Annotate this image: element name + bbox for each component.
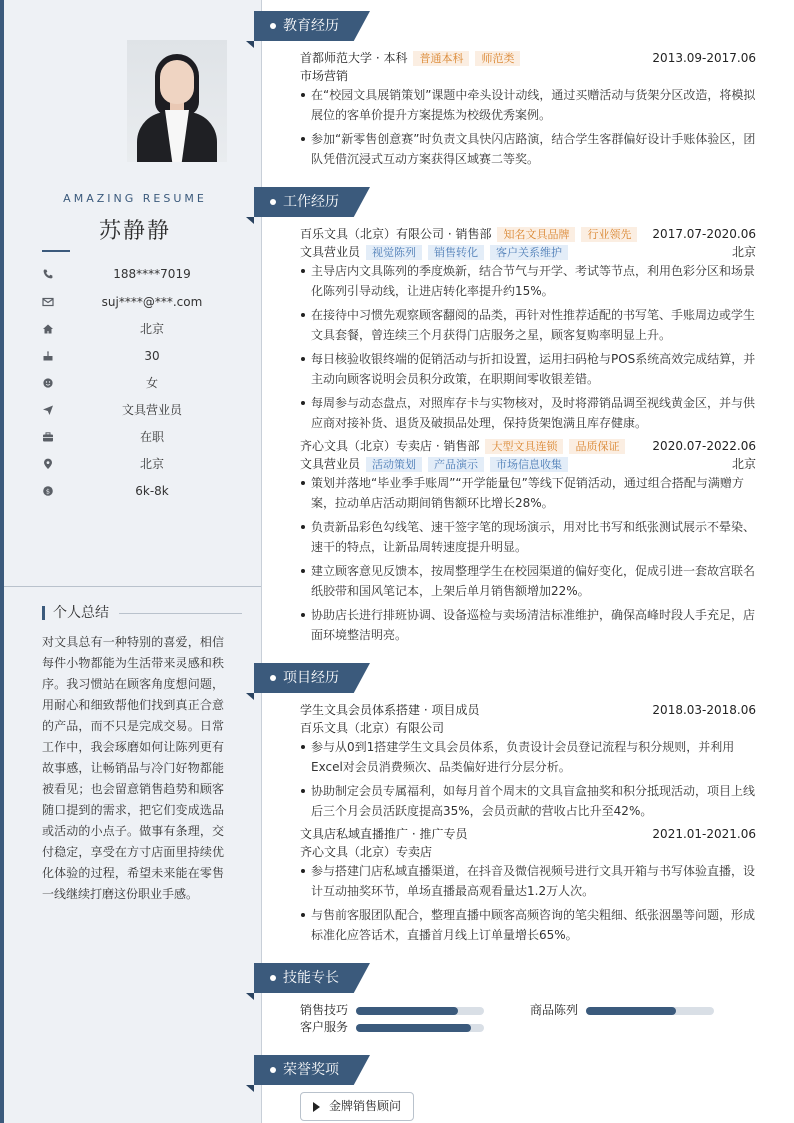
work-bullet: 每周参与动态盘点，对照库存卡与实物核对，及时将滞销品调至视线黄金区，并与供应商对接补货、退货及破损品处理，保持货架饱满且库存健康。 (300, 393, 756, 433)
project-org-row: 百乐文具（北京）有限公司 (300, 721, 445, 735)
section-header-skills: 技能专长 (254, 963, 372, 993)
info-status: 在职 (42, 429, 242, 449)
section-header-projects: 项目经历 (254, 663, 372, 693)
work-bullet: 主导店内文具陈列的季度焕新，结合节气与开学、考试等节点，利用色彩分区和场景化陈列引导动线，让进店转化率提升约15%。 (300, 261, 756, 301)
cake-icon (42, 350, 54, 362)
location-icon (42, 458, 54, 470)
svg-text:$: $ (45, 487, 51, 496)
info-age: 30 (42, 348, 242, 368)
info-phone: 188****7019 (42, 266, 242, 286)
project-title-row: 学生文具会员体系搭建 · 项目成员 2018.03-2018.06 (300, 703, 756, 717)
work-bullet: 负责新品彩色勾线笔、速干签字笔的现场演示，用对比书写和纸张测试展示不晕染、速干的特点，让新品周转速度提升明显。 (300, 517, 756, 557)
work-bullet: 在接待中习惯先观察顾客翻阅的品类，再针对性推荐适配的书写笔、手账周边或学生文具套餐，曾连续三个月获得门店服务之星，顾客复购率明显上升。 (300, 305, 756, 345)
project-bullet: 参与搭建门店私域直播渠道，在抖音及微信视频号进行文具开箱与书写体验直播，设计互动抽奖环节，单场直播最高观看量达1.2万人次。 (300, 861, 756, 901)
sidebar-divider (4, 586, 261, 587)
section-header-awards: 荣誉奖项 (254, 1055, 372, 1085)
skill-level-bar (586, 1007, 676, 1015)
work-company-row: 百乐文具（北京）有限公司 · 销售部 知名文具品牌 行业领先 2017.07-2020.06 (300, 227, 756, 241)
project-bullet: 与售前客服团队配合，整理直播中顾客高频咨询的笔尖粗细、纸张洇墨等问题，形成标准化应答话术，直播首月线上订单量增长65%。 (300, 905, 756, 945)
gender-icon (42, 377, 54, 389)
sidebar (0, 0, 262, 1123)
mail-icon (42, 296, 54, 308)
skill-item: 销售技巧 (300, 1002, 490, 1018)
summary-text: 对文具总有一种特别的喜爱，相信每件小物都能为生活带来灵感和秩序。我习惯站在顾客角度想问题，用耐心和细致帮他们找到真正合意的产品，而不只是完成交易。日常工作中，我会琢磨如何让陈列更有故事感，让畅销品与冷门好物都能被看见；也会留意销售趋势和顾客随口提到的需求，把它们变成选品或活动的小点子。做事有条理，交付稳定，享受在方寸店面里持续优化体验的过程，希望未来能在零售一线继续打磨这份职业手感。 (42, 635, 224, 901)
project-org-row: 齐心文具（北京）专卖店 (300, 845, 433, 859)
section-header-work: 工作经历 (254, 187, 372, 217)
work-role-row: 文具营业员 活动策划 产品演示 市场信息收集 北京 (300, 457, 756, 471)
summary-heading: 个人总结 (42, 604, 242, 622)
name-underline (42, 250, 70, 252)
play-icon (313, 1102, 320, 1112)
info-gender: 女 (42, 375, 242, 395)
phone-icon (42, 268, 54, 280)
work-bullet: 建立顾客意见反馈本，按周整理学生在校园渠道的偏好变化，促成引进一套故宫联名纸胶带和国风笔记本，上架后单月销售额增加22%。 (300, 561, 756, 601)
home-icon (42, 323, 54, 335)
work-company-row: 齐心文具（北京）专卖店 · 销售部 大型文具连锁 品质保证 2020.07-2022.06 (300, 439, 756, 453)
info-target-city: 北京 (42, 456, 242, 476)
project-bullet: 协助制定会员专属福利，如每月首个周末的文具盲盒抽奖和积分抵现活动，项目上线后三个月会员活跃度提高35%，会员贡献的营收占比升至42%。 (300, 781, 756, 821)
skill-level-bar (356, 1024, 471, 1032)
work-bullet: 策划并落地“毕业季手账周”“开学能量包”等线下促销活动，通过组合搭配与满赠方案，拉动单店活动期间销售额环比增长28%。 (300, 473, 756, 513)
project-bullet: 参与从0到1搭建学生文具会员体系，负责设计会员登记流程与积分规则，并利用Excel对会员消费频次、品类偏好进行分层分析。 (300, 737, 756, 777)
work-role-row: 文具营业员 视觉陈列 销售转化 客户关系维护 北京 (300, 245, 756, 259)
info-salary: $ 6k-8k (42, 483, 242, 503)
info-email: suj****@***.com (42, 294, 242, 314)
resume-tagline: AMAZING RESUME (63, 192, 207, 205)
award-item: 金牌销售顾问 (300, 1092, 414, 1121)
info-home: 北京 (42, 321, 242, 341)
work-bullet: 每日核验收银终端的促销活动与折扣设置，运用扫码枪与POS系统高效完成结算，并主动向顾客说明会员积分政策，在职期间零收银差错。 (300, 349, 756, 389)
salary-icon (42, 485, 54, 497)
profile-photo (127, 40, 227, 162)
skill-item: 客户服务 (300, 1019, 490, 1035)
education-bullet: 在“校园文具展销策划”课题中牵头设计动线，通过买赠活动与货架分区改造，将模拟展位的客单价提升方案提炼为校级优秀案例。 (300, 85, 756, 125)
education-bullet: 参加“新零售创意赛”时负责文具快闪店路演，结合学生客群偏好设计手账体验区，团队凭借沉浸式互动方案获得区域赛二等奖。 (300, 129, 756, 169)
education-major-row: 市场营销 (300, 69, 349, 83)
project-title-row: 文具店私域直播推广 · 推广专员 2021.01-2021.06 (300, 827, 756, 841)
section-header-education: 教育经历 (254, 11, 372, 41)
skill-level-bar (356, 1007, 458, 1015)
education-school-row: 首都师范大学 · 本科 普通本科 师范类 2013.09-2017.06 (300, 51, 756, 65)
info-position: 文具营业员 (42, 402, 242, 422)
skill-item: 商品陈列 (530, 1002, 720, 1018)
work-bullet: 协助店长进行排班协调、设备巡检与卖场清洁标准维护，确保高峰时段人手充足，店面环境整洁明亮。 (300, 605, 756, 645)
briefcase-icon (42, 431, 54, 443)
candidate-name: 苏静静 (98, 219, 171, 244)
send-icon (42, 404, 54, 416)
